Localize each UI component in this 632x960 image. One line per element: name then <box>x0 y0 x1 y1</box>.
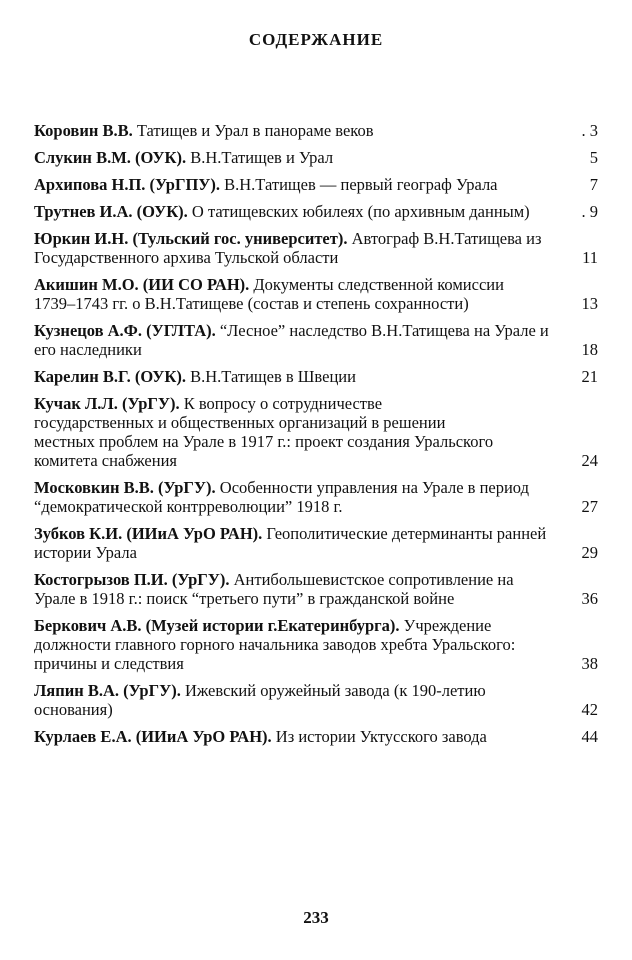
toc-entry-page: 42 <box>581 700 598 719</box>
toc-entry-text <box>34 148 554 167</box>
toc-entry-author: Курлаев Е.А. (ИИиА УрО РАН). <box>34 727 272 746</box>
toc-entry-page: 36 <box>581 589 598 608</box>
toc-entry-text <box>34 121 554 140</box>
toc-entry <box>34 616 598 673</box>
toc-entry-text <box>34 202 554 221</box>
toc-entry-author: Юркин И.Н. (Тульский гос. университет). <box>34 229 348 248</box>
toc-entry-page: 44 <box>581 727 598 746</box>
toc-entry-page: 21 <box>581 367 598 386</box>
toc-entry <box>34 570 598 608</box>
toc-entry-title: Особенности управления на Урале в период “демократической контрреволюции” 1918 г. <box>34 478 529 516</box>
toc-entry <box>34 524 598 562</box>
toc-entry <box>34 394 598 470</box>
toc-entry <box>34 478 598 516</box>
toc-entry-title: Ижевский оружейный завода (к 190-летию основания) <box>34 681 486 719</box>
toc-entry-text <box>34 524 554 562</box>
toc-entry <box>34 275 598 313</box>
toc-entry <box>34 681 598 719</box>
toc-entry-text <box>34 229 554 267</box>
toc-entry-text <box>34 175 534 194</box>
toc-entry <box>34 229 598 267</box>
toc-entry <box>34 727 598 746</box>
toc-entry-author: Кучак Л.Л. (УрГУ). <box>34 394 180 413</box>
toc-entry-page: 11 <box>582 248 598 267</box>
toc-entry <box>34 148 598 167</box>
toc-entry-title: “Лесное” наследство В.Н.Татищева на Урале и его наследники <box>34 321 549 359</box>
toc-entry-author: Зубков К.И. (ИИиА УрО РАН). <box>34 524 263 543</box>
toc-entry-author: Карелин В.Г. (ОУК). <box>34 367 187 386</box>
toc-entry <box>34 321 598 359</box>
toc-entry-page: 27 <box>581 497 598 516</box>
toc-entry-title: Из истории Уктусского завода <box>275 727 487 746</box>
toc-entry-title: Учреждение должности главного горного начальника заводов хребта Уральского: причины и следствия <box>34 616 516 673</box>
toc-entry-text <box>34 616 554 673</box>
toc-entry-page: 24 <box>581 451 598 470</box>
toc-entry-author: Беркович А.В. (Музей истории г.Екатеринбурга). <box>34 616 400 635</box>
page-number: 233 <box>303 908 329 927</box>
toc-entry-text <box>34 394 494 470</box>
toc-entry-author: Кузнецов А.Ф. (УГЛТА). <box>34 321 216 340</box>
toc-entry-title: В.Н.Татищев и Урал <box>190 148 334 167</box>
toc-entry-author: Архипова Н.П. (УрГПУ). <box>34 175 221 194</box>
toc-entry-text <box>34 478 554 516</box>
toc-entry <box>34 175 598 194</box>
toc-entry-page: 29 <box>581 543 598 562</box>
toc-entry-text <box>34 275 514 313</box>
toc-entry <box>34 121 598 140</box>
toc-entry-title: В.Н.Татищев — первый географ Урала <box>224 175 498 194</box>
toc-entry-page: 7 <box>589 175 598 194</box>
toc-entry-title: В.Н.Татищев в Швеции <box>190 367 356 386</box>
toc-entry <box>34 202 598 221</box>
toc-entry-page: . 9 <box>581 202 598 221</box>
toc-entry-page: 13 <box>581 294 598 313</box>
toc-entry-author: Акишин М.О. (ИИ СО РАН). <box>34 275 250 294</box>
toc-entry-text <box>34 367 554 386</box>
toc-entry-author: Трутнев И.А. (ОУК). <box>34 202 188 221</box>
toc-entry-text <box>34 321 554 359</box>
toc-entry-author: Слукин В.М. (ОУК). <box>34 148 187 167</box>
toc-entry-title: О татищевских юбилеях (по архивным данным) <box>191 202 530 221</box>
toc-entry-text <box>34 727 554 746</box>
page-title: СОДЕРЖАНИЕ <box>248 30 384 49</box>
toc-entry-title: Антибольшевистское сопротивление на Урале в 1918 г.: поиск “третьего пути” в гражданской войне <box>34 570 514 608</box>
toc-entry-author: Московкин В.В. (УрГУ). <box>34 478 216 497</box>
toc-entry-author: Ляпин В.А. (УрГУ). <box>34 681 181 700</box>
table-of-contents <box>34 121 598 746</box>
toc-entry <box>34 367 598 386</box>
toc-entry-title: Геополитические детерминанты ранней истории Урала <box>34 524 547 562</box>
toc-entry-page: . 3 <box>581 121 598 140</box>
toc-entry-title: Документы следственной комиссии 1739–1743 гг. о В.Н.Татищеве (состав и степень сохранности) <box>34 275 504 313</box>
toc-entry-page: 5 <box>589 148 598 167</box>
toc-entry-text <box>34 681 504 719</box>
toc-entry-title: К вопросу о сотрудничестве государственных и общественных организаций в решении местных проблем на Урале в 1917 г.: проект создания Уральского комитета снабжения <box>34 394 494 470</box>
toc-entry-page: 18 <box>581 340 598 359</box>
toc-entry-title: Татищев и Урал в панораме веков <box>136 121 374 140</box>
toc-entry-title: Автограф В.Н.Татищева из Государственного архива Тульской области <box>34 229 542 267</box>
toc-entry-page: 38 <box>581 654 598 673</box>
toc-entry-author: Костогрызов П.И. (УрГУ). <box>34 570 230 589</box>
toc-entry-author: Коровин В.В. <box>34 121 133 140</box>
toc-entry-text <box>34 570 554 608</box>
